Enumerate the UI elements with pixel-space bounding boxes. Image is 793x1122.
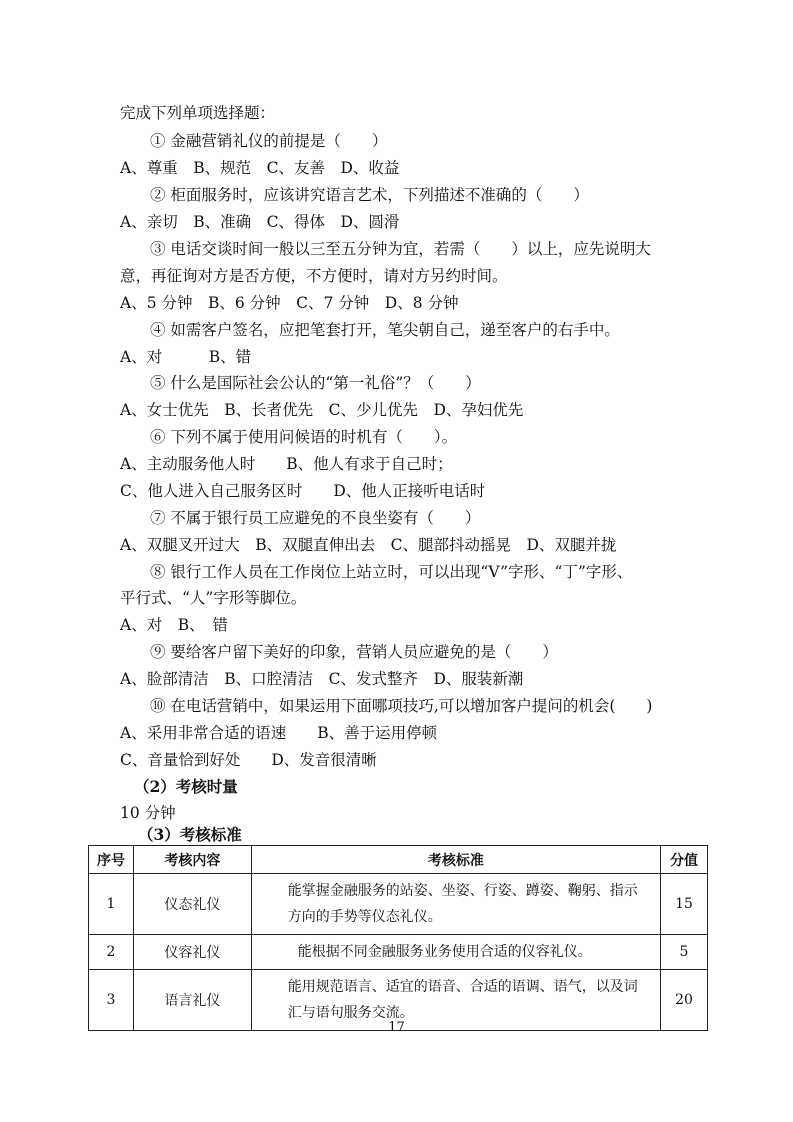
question-9: ⑨ 要给客户留下美好的印象，营销人员应避免的是（ ） [150, 643, 558, 661]
header-standard: 考核标准 [251, 846, 660, 874]
question-8-options: A、对 B、 错 [120, 616, 228, 634]
row-number: 3 [89, 970, 134, 1031]
question-8-line-1: ⑧ 银行工作人员在工作岗位上站立时，可以出现“V”字形、“丁”字形、 [150, 563, 633, 581]
question-9-options: A、脸部清洁 B、口腔清洁 C、发式整齐 D、服装新潮 [120, 670, 524, 688]
question-10-options-2: C、音量恰到好处 D、发音很清晰 [120, 751, 377, 769]
question-10-options-1: A、采用非常合适的语速 B、善于运用停顿 [120, 724, 438, 742]
section-3-heading: （3）考核标准 [138, 825, 242, 844]
row-number: 1 [89, 874, 134, 935]
header-score: 分值 [661, 846, 708, 874]
question-1: ① 金融营销礼仪的前提是（ ） [150, 132, 388, 150]
row-standard: 能用规范语言、适宜的语音、合适的语调、语气，以及词汇与语句服务交流。 [251, 970, 660, 1031]
question-3-options: A、5 分钟 B、6 分钟 C、7 分钟 D、8 分钟 [120, 294, 459, 312]
row-standard: 能掌握金融服务的站姿、坐姿、行姿、蹲姿、鞠躬、指示方向的手势等仪态礼仪。 [251, 874, 660, 935]
assessment-standards-table [88, 845, 708, 1031]
table-header-row [89, 846, 708, 874]
header-number: 序号 [89, 846, 134, 874]
question-4-options: A、对 B、错 [120, 348, 252, 366]
row-score: 15 [661, 874, 708, 935]
header-item: 考核内容 [133, 846, 251, 874]
question-7: ⑦ 不属于银行员工应避免的不良坐姿有（ ） [150, 509, 481, 527]
question-4: ④ 如需客户签名，应把笔套打开，笔尖朝自己，递至客户的右手中。 [150, 321, 620, 339]
question-6: ⑥ 下列不属于使用问候语的时机有（ ）。 [150, 428, 458, 446]
question-5-options: A、女士优先 B、长者优先 C、少儿优先 D、孕妇优先 [120, 401, 524, 419]
question-5: ⑤ 什么是国际社会公认的“第一礼俗”？（ ） [150, 374, 481, 392]
question-2-options: A、亲切 B、准确 C、得体 D、圆滑 [120, 213, 400, 231]
question-6-options-1: A、主动服务他人时 B、他人有求于自己时； [120, 455, 453, 473]
question-1-options: A、尊重 B、规范 C、友善 D、收益 [120, 159, 400, 177]
section-2-heading: （2）考核时量 [134, 777, 238, 796]
row-item: 语言礼仪 [133, 970, 251, 1031]
row-standard: 能根据不同金融服务业务使用合适的仪容礼仪。 [251, 935, 660, 970]
question-2: ② 柜面服务时，应该讲究语言艺术，下列描述不准确的（ ） [150, 186, 589, 204]
table-row [89, 874, 708, 935]
question-3-line-1: ③ 电话交谈时间一般以三至五分钟为宜，若需（ ）以上，应先说明大 [150, 240, 651, 258]
question-10: ⑩ 在电话营销中，如果运用下面哪项技巧,可以增加客户提问的机会( ) [150, 697, 653, 715]
row-score: 20 [661, 970, 708, 1031]
row-score: 5 [661, 935, 708, 970]
question-8-line-2: 平行式、“人”字形等脚位。 [120, 589, 307, 607]
table-row [89, 935, 708, 970]
question-6-options-2: C、他人进入自己服务区时 D、他人正接听电话时 [120, 482, 486, 500]
question-3-line-2: 意，再征询对方是否方便，不方便时，请对方另约时间。 [120, 267, 508, 285]
row-item: 仪容礼仪 [133, 935, 251, 970]
section-2-body: 10 分钟 [120, 804, 176, 822]
intro-text: 完成下列单项选择题： [120, 104, 276, 122]
page-number: 17 [388, 1020, 405, 1035]
question-7-options: A、双腿叉开过大 B、双腿直伸出去 C、腿部抖动摇晃 D、双腿并拢 [120, 536, 617, 554]
row-item: 仪态礼仪 [133, 874, 251, 935]
row-number: 2 [89, 935, 134, 970]
